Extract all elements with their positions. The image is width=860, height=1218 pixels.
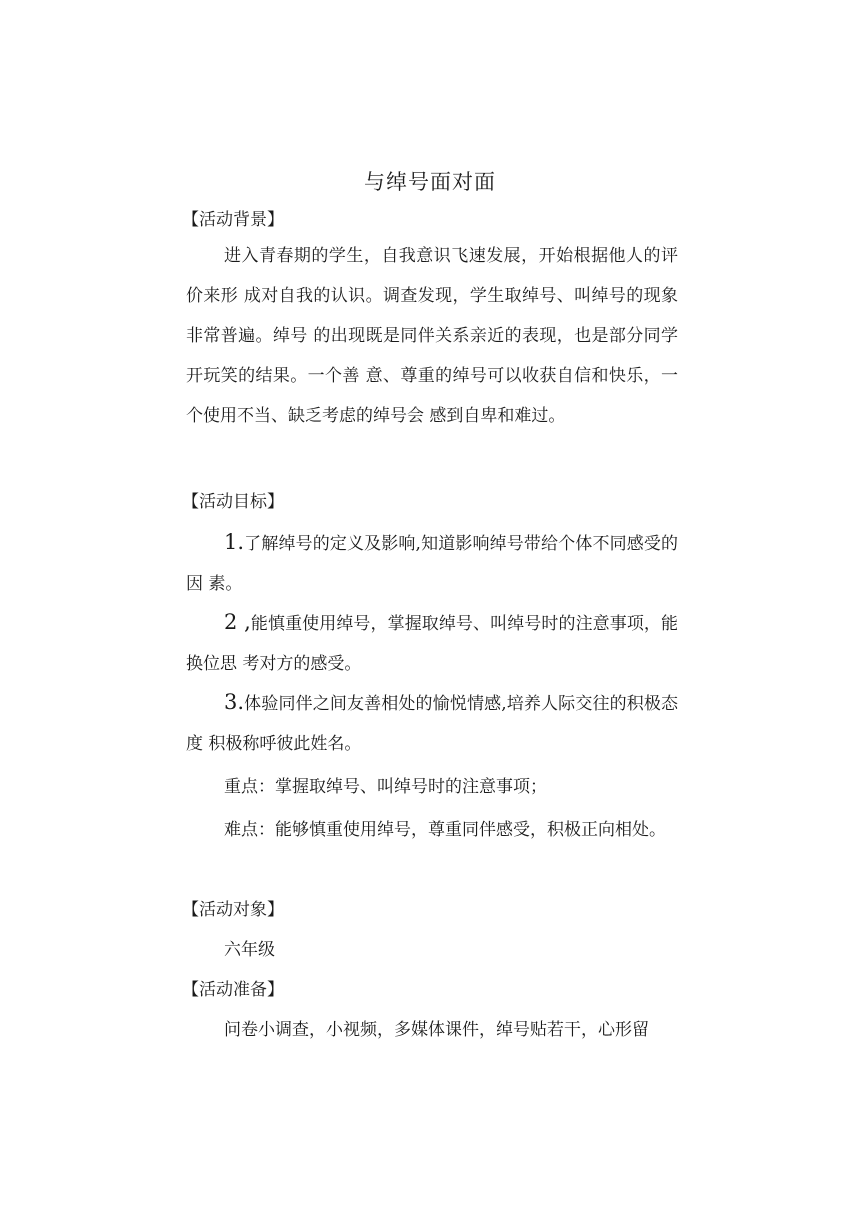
goal-item-2 xyxy=(186,602,678,684)
section-heading-target: 【活动对象】 xyxy=(182,900,284,920)
goal-item-3 xyxy=(186,682,678,764)
key-point: 重点：掌握取绰号、叫绰号时的注意事项； xyxy=(224,777,547,797)
goal-number: 3. xyxy=(224,690,245,714)
section-heading-background: 【活动背景】 xyxy=(182,210,284,230)
goal-text: 了解绰号的定义及影响,知道影响绰号带给个体不同感受的因 素。 xyxy=(186,534,678,594)
target-text: 六年级 xyxy=(224,940,275,960)
background-paragraph: 进入青春期的学生，自我意识飞速发展，开始根据他人的评价来形 成对自我的认识。调查发现，学生取绰号、叫绰号的现象非常普遍。绰号 的出现既是同伴关系亲近的表现，也是部分同学开玩笑的结果。一个善 意、尊重的绰号可以收获自信和快乐，一个使用不当、缺乏考虑的绰号会 感到自卑和难过。 xyxy=(186,246,678,426)
goal-text: 能慎重使用绰号，掌握取绰号、叫绰号时的注意事项，能换位思 考对方的感受。 xyxy=(186,614,679,674)
document-title: 与绰号面对面 xyxy=(364,170,496,194)
goal-text: 体验同伴之间友善相处的愉悦情感,培养人际交往的积极态度 积极称呼彼此姓名。 xyxy=(186,694,678,754)
goal-number: 1. xyxy=(224,530,245,554)
goal-item-1 xyxy=(186,522,678,604)
section-heading-goals: 【活动目标】 xyxy=(182,492,284,512)
difficult-point: 难点：能够慎重使用绰号，尊重同伴感受，积极正向相处。 xyxy=(224,820,666,840)
preparation-text: 问卷小调查，小视频，多媒体课件，绰号贴若干，心形留 xyxy=(224,1020,649,1040)
section-heading-preparation: 【活动准备】 xyxy=(182,980,284,1000)
goal-number: 2 , xyxy=(224,610,251,634)
